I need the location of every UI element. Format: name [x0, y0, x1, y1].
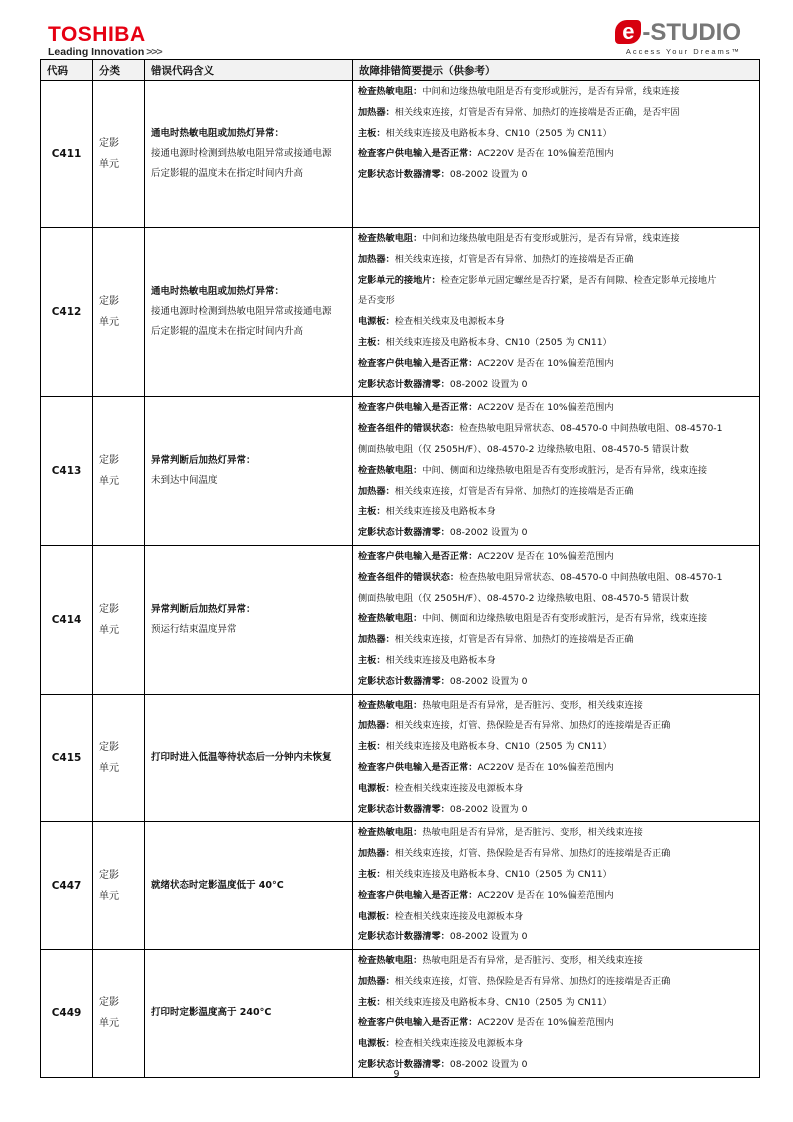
hint-value: 中间和边缘热敏电阻是否有变形或脏污，是否有异常，线束连接	[422, 233, 680, 244]
hint-key: 检查热敏电阻：	[358, 699, 423, 711]
error-code-table	[40, 59, 760, 1078]
hint-value: AC220V 是否在 10%偏差范围内	[477, 761, 614, 773]
error-category	[93, 822, 145, 950]
hint-key: 加热器：	[358, 848, 395, 860]
troubleshooting-hints	[353, 397, 760, 546]
hint-line	[358, 354, 755, 375]
hint-key: 定影状态计数器清零：	[358, 527, 450, 539]
hint-value: AC220V 是否在 10%偏差范围内	[477, 402, 614, 414]
hint-value: 是否变形	[358, 295, 395, 307]
hint-value: 检查热敏电阻异常状态、08-4570-0 中间热敏电阻、08-4570-1	[459, 571, 723, 583]
troubleshooting-hints	[353, 694, 760, 822]
error-code: C447	[41, 822, 93, 950]
hint-line	[358, 865, 755, 886]
hint-key: 定影状态计数器清零：	[358, 803, 450, 815]
error-meaning	[145, 228, 353, 397]
error-code: C449	[41, 950, 93, 1078]
hint-line	[358, 312, 755, 333]
hint-value: 相关线束连接及电路板本身、CN10（2505 为 CN11）	[385, 868, 612, 880]
category-line: 定影	[99, 869, 119, 881]
hint-line	[358, 398, 755, 419]
hint-key: 检查客户供电输入是否正常：	[358, 550, 478, 562]
toshiba-logo	[48, 24, 162, 59]
hint-key: 检查热敏电阻：	[358, 955, 423, 967]
hint-line	[358, 502, 755, 523]
hint-line	[358, 250, 755, 271]
error-code: C414	[41, 545, 93, 694]
category-line: 定影	[99, 138, 119, 149]
error-category	[93, 397, 145, 546]
product-name	[615, 20, 741, 46]
error-meaning	[145, 545, 353, 694]
hint-key: 检查客户供电输入是否正常：	[358, 402, 478, 414]
meaning-description: 后定影辊的温度未在指定时间内升高	[151, 326, 304, 338]
hint-key: 定影状态计数器清零：	[358, 378, 450, 390]
hint-key: 定影状态计数器清零：	[358, 675, 450, 687]
category-line: 单元	[99, 317, 119, 329]
brand-name: TOSHIBA	[48, 23, 146, 46]
category-line: 定影	[99, 296, 119, 308]
category-line: 定影	[99, 997, 119, 1009]
hint-key: 定影单元的接地片：	[358, 274, 441, 286]
hint-line	[358, 779, 755, 800]
category-line: 单元	[99, 762, 119, 774]
hint-line	[358, 800, 755, 821]
category-line: 单元	[99, 624, 119, 636]
table-row	[41, 545, 760, 694]
hint-key: 加热器：	[358, 634, 395, 646]
error-category	[93, 545, 145, 694]
meaning-title: 异常判断后加热灯异常：	[151, 603, 256, 615]
hint-line	[358, 103, 755, 124]
e-badge: e	[615, 20, 641, 44]
error-category	[93, 228, 145, 397]
hint-line	[358, 972, 755, 993]
hint-value: 侧面热敏电阻（仅 2505H/F）、08-4570-2 边缘热敏电阻、08-4570-5 错误计数	[358, 443, 689, 455]
hint-value: AC220V 是否在 10%偏差范围内	[477, 889, 614, 901]
error-code: C412	[41, 228, 93, 397]
hint-line	[358, 461, 755, 482]
meaning-description: 接通电源时检测到热敏电阻异常或接通电源	[151, 306, 332, 318]
hint-line	[358, 696, 755, 717]
hint-line	[358, 271, 755, 292]
hint-key: 检查客户供电输入是否正常：	[358, 148, 478, 160]
hint-key: 定影状态计数器清零：	[358, 169, 450, 181]
hint-line	[358, 1034, 755, 1055]
hint-key: 检查客户供电输入是否正常：	[358, 357, 478, 369]
hint-value: 08-2002 设置为 0	[449, 527, 528, 539]
table-row	[41, 950, 760, 1078]
hint-value: 检查相关线束连接及电源板本身	[394, 1038, 524, 1050]
category-line: 单元	[99, 890, 119, 902]
hint-key: 电源板：	[358, 316, 395, 328]
hint-value: 检查相关线束连接及电源板本身	[394, 782, 524, 794]
hint-line	[358, 82, 755, 103]
hint-value: AC220V 是否在 10%偏差范围内	[477, 1017, 614, 1029]
hint-line	[358, 951, 755, 972]
hint-line	[358, 144, 755, 165]
hint-key: 主板：	[358, 654, 386, 666]
page-number: 9	[393, 1069, 400, 1080]
hint-key: 检查热敏电阻：	[358, 613, 423, 625]
meaning-title: 打印时定影温度高于 240°C	[151, 1007, 272, 1019]
error-code: C411	[41, 81, 93, 228]
hint-value: 相关线束连接及电路板本身	[385, 506, 496, 518]
category-line: 定影	[99, 455, 119, 467]
hint-value: 中间、侧面和边缘热敏电阻是否有变形或脏污，是否有异常，线束连接	[422, 464, 708, 476]
hint-value: AC220V 是否在 10%偏差范围内	[477, 550, 614, 562]
meaning-title: 通电时热敏电阻或加热灯异常：	[151, 286, 285, 298]
hint-key: 加热器：	[358, 253, 395, 265]
hint-key: 检查客户供电输入是否正常：	[358, 889, 478, 901]
meaning-title: 就绪状态时定影温度低于 40°C	[151, 879, 284, 891]
hint-key: 电源板：	[358, 1038, 395, 1050]
hint-line	[358, 333, 755, 354]
error-category	[93, 694, 145, 822]
hint-value: 相关线束连接，灯管是否有异常、加热灯的连接端是否正确	[394, 485, 634, 497]
hint-value: 中间和边缘热敏电阻是否有变形或脏污，是否有异常，线束连接	[422, 86, 680, 97]
table-row	[41, 228, 760, 397]
category-line: 定影	[99, 603, 119, 615]
hint-key: 主板：	[358, 336, 386, 348]
hint-key: 主板：	[358, 741, 386, 753]
error-code: C413	[41, 397, 93, 546]
error-meaning	[145, 81, 353, 228]
hint-line	[358, 844, 755, 865]
hint-line	[358, 737, 755, 758]
meaning-title: 异常判断后加热灯异常：	[151, 455, 256, 467]
troubleshooting-hints	[353, 81, 760, 228]
hint-key: 主板：	[358, 868, 386, 880]
hint-line	[358, 886, 755, 907]
hint-line	[358, 568, 755, 589]
hint-line	[358, 229, 755, 250]
error-meaning	[145, 694, 353, 822]
hint-value: 08-2002 设置为 0	[449, 675, 528, 687]
hint-line	[358, 609, 755, 630]
hint-line	[358, 124, 755, 145]
hint-line	[358, 927, 755, 948]
meaning-description: 预运行结束温度异常	[151, 623, 237, 635]
hint-value: 相关线束连接及电路板本身、CN10（2505 为 CN11）	[385, 741, 612, 753]
hint-value: 相关线束连接，灯管是否有异常、加热灯的连接端是否正确	[394, 634, 634, 646]
hint-value: 相关线束连接，灯管、热保险是否有异常、加热灯的连接端是否正确	[394, 975, 671, 987]
error-meaning	[145, 950, 353, 1078]
hint-value: 检查热敏电阻异常状态、08-4570-0 中间热敏电阻、08-4570-1	[459, 423, 723, 435]
meaning-description: 后定影辊的温度未在指定时间内升高	[151, 168, 304, 179]
hint-value: 热敏电阻是否有异常，是否脏污、变形，相关线束连接	[422, 827, 643, 839]
hint-value: 08-2002 设置为 0	[449, 803, 528, 815]
error-meaning	[145, 822, 353, 950]
hint-line	[358, 758, 755, 779]
hint-line	[358, 993, 755, 1014]
hint-value: AC220V 是否在 10%偏差范围内	[477, 148, 614, 160]
hint-key: 主板：	[358, 127, 386, 139]
hint-line	[358, 716, 755, 737]
hint-key: 检查各组件的错误状态：	[358, 571, 460, 583]
category-line: 单元	[99, 1018, 119, 1030]
product-slogan: Access Your Dreams™	[625, 47, 741, 56]
hint-value: 侧面热敏电阻（仅 2505H/F）、08-4570-2 边缘热敏电阻、08-4570-5 错误计数	[358, 592, 689, 604]
hint-line	[358, 672, 755, 693]
hint-value: 08-2002 设置为 0	[449, 1059, 528, 1071]
hint-key: 电源板：	[358, 910, 395, 922]
hint-line	[358, 291, 755, 312]
hint-value: 中间、侧面和边缘热敏电阻是否有变形或脏污，是否有异常，线束连接	[422, 613, 708, 625]
header-code: 代码	[41, 60, 93, 81]
tagline-text: Leading Innovation	[48, 46, 145, 58]
hint-line	[358, 1013, 755, 1034]
hint-key: 主板：	[358, 996, 386, 1008]
header-category: 分类	[93, 60, 145, 81]
table-row	[41, 397, 760, 546]
header-hint: 故障排错简要提示（供参考）	[353, 60, 760, 81]
hint-value: 相关线束连接及电路板本身、CN10（2505 为 CN11）	[385, 336, 612, 348]
hint-value: 检查相关线束连接及电源板本身	[394, 910, 524, 922]
troubleshooting-hints	[353, 545, 760, 694]
meaning-title: 打印时进入低温等待状态后一分钟内未恢复	[151, 751, 332, 763]
hint-key: 检查热敏电阻：	[358, 827, 423, 839]
header-meaning: 错误代码含义	[145, 60, 353, 81]
hint-line	[358, 589, 755, 610]
hint-value: 热敏电阻是否有异常，是否脏污、变形，相关线束连接	[422, 699, 643, 711]
hint-line	[358, 375, 755, 396]
hint-value: 相关线束连接，灯管、热保险是否有异常、加热灯的连接端是否正确	[394, 720, 671, 732]
error-category	[93, 81, 145, 228]
estudio-logo	[615, 20, 741, 57]
product-name-rest: -STUDIO	[642, 19, 741, 46]
hint-line	[358, 651, 755, 672]
troubleshooting-hints	[353, 228, 760, 397]
category-line: 定影	[99, 741, 119, 753]
hint-key: 定影状态计数器清零：	[358, 931, 450, 943]
table-header-row	[41, 60, 760, 81]
troubleshooting-hints	[353, 822, 760, 950]
hint-value: 检查定影单元固定螺丝是否拧紧，是否有间隙、检查定影单元接地片	[440, 274, 717, 286]
hint-key: 定影状态计数器清零：	[358, 1059, 450, 1071]
brand-tagline	[48, 46, 162, 59]
table-row	[41, 81, 760, 228]
hint-value: AC220V 是否在 10%偏差范围内	[477, 357, 614, 369]
hint-key: 检查客户供电输入是否正常：	[358, 761, 478, 773]
table-row	[41, 822, 760, 950]
hint-value: 08-2002 设置为 0	[449, 931, 528, 943]
hint-key: 加热器：	[358, 485, 395, 497]
hint-value: 相关线束连接及电路板本身	[385, 654, 496, 666]
hint-line	[358, 630, 755, 651]
hint-value: 08-2002 设置为 0	[449, 378, 528, 390]
hint-key: 电源板：	[358, 782, 395, 794]
error-category	[93, 950, 145, 1078]
hint-line	[358, 907, 755, 928]
hint-line	[358, 823, 755, 844]
hint-key: 加热器：	[358, 106, 395, 118]
hint-value: 相关线束连接，灯管、热保险是否有异常、加热灯的连接端是否正确	[394, 848, 671, 860]
hint-key: 主板：	[358, 506, 386, 518]
hint-key: 检查客户供电输入是否正常：	[358, 1017, 478, 1029]
table-body	[41, 81, 760, 1078]
category-line: 单元	[99, 476, 119, 488]
hint-value: 相关线束连接，灯管是否有异常、加热灯的连接端是否正确，是否牢固	[394, 106, 680, 118]
hint-key: 检查热敏电阻：	[358, 464, 423, 476]
hint-value: 08-2002 设置为 0	[449, 169, 528, 181]
hint-key: 检查热敏电阻：	[358, 86, 423, 97]
hint-line	[358, 165, 755, 186]
hint-key: 加热器：	[358, 975, 395, 987]
hint-value: 热敏电阻是否有异常，是否脏污、变形，相关线束连接	[422, 955, 643, 967]
hint-key: 检查各组件的错误状态：	[358, 423, 460, 435]
hint-value: 相关线束连接及电路板本身、CN10（2505 为 CN11）	[385, 127, 612, 139]
hint-value: 相关线束连接及电路板本身、CN10（2505 为 CN11）	[385, 996, 612, 1008]
meaning-title: 通电时热敏电阻或加热灯异常：	[151, 128, 285, 139]
meaning-description: 未到达中间温度	[151, 475, 218, 487]
meaning-description: 接通电源时检测到热敏电阻异常或接通电源	[151, 148, 332, 159]
hint-line	[358, 547, 755, 568]
hint-value: 检查相关线束及电源板本身	[394, 316, 505, 328]
hint-line	[358, 482, 755, 503]
category-line: 单元	[99, 159, 119, 170]
hint-key: 加热器：	[358, 720, 395, 732]
hint-line	[358, 440, 755, 461]
table-row	[41, 694, 760, 822]
hint-line	[358, 523, 755, 544]
hint-value: 相关线束连接，灯管是否有异常、加热灯的连接端是否正确	[394, 253, 634, 265]
tagline-arrows: >>>	[146, 46, 162, 58]
hint-key: 检查热敏电阻：	[358, 233, 423, 244]
error-meaning	[145, 397, 353, 546]
troubleshooting-hints	[353, 950, 760, 1078]
hint-line	[358, 419, 755, 440]
error-code: C415	[41, 694, 93, 822]
